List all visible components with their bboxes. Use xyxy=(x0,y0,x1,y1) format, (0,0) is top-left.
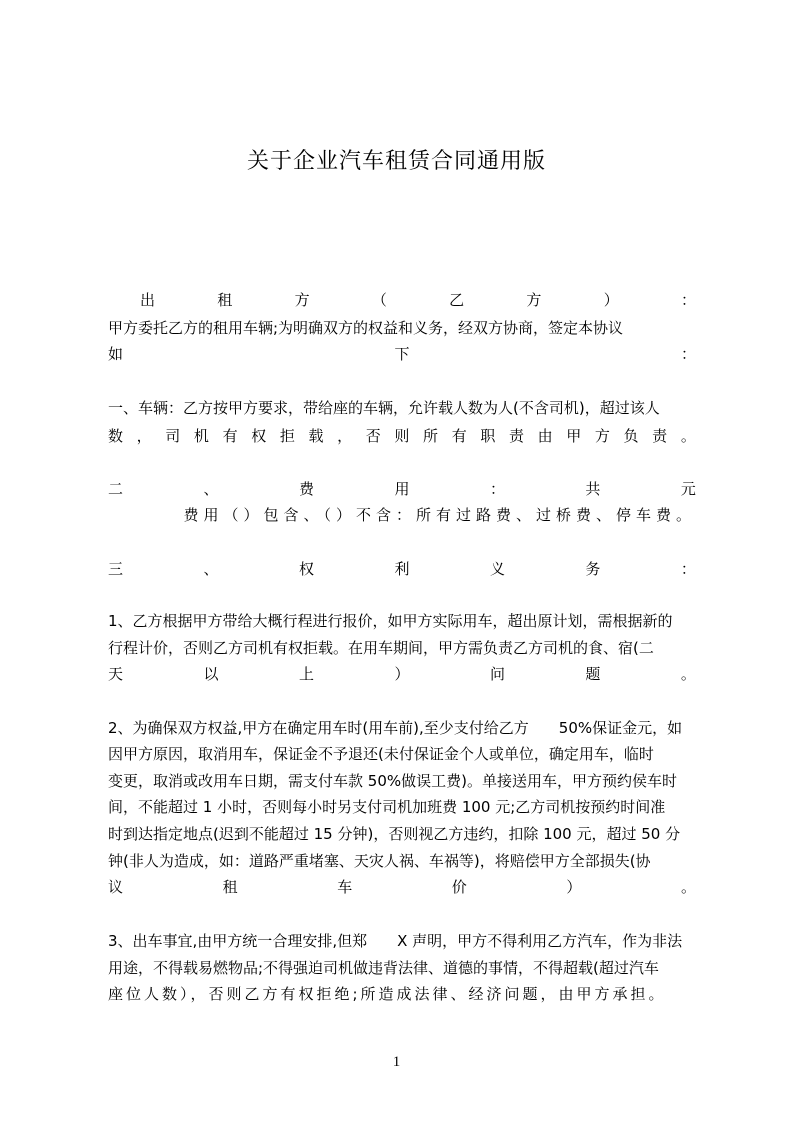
section-char: 、 xyxy=(203,480,219,498)
clause-char: 车 xyxy=(337,878,353,896)
lessor-char: 出 xyxy=(140,291,156,309)
clause-2-line: 时到达指定地点(迟到不能超过 15 分钟)，否则视乙方违约，扣除 100 元，超过 50 分 xyxy=(108,825,681,843)
section-char: 拒 xyxy=(279,427,295,445)
section-char: 、 xyxy=(203,560,219,578)
clause-char: 。 xyxy=(680,665,696,683)
preamble-char: ： xyxy=(680,345,696,363)
clause-2-line: 因甲方原因，取消用车，保证金不予退还(未付保证金个人或单位，确定用车，临时 xyxy=(108,745,654,763)
section-fee-line xyxy=(108,477,696,501)
section-char: 务 xyxy=(585,560,601,578)
section-char: 费 xyxy=(298,480,314,498)
clause-char: ） xyxy=(566,878,582,896)
clause-char: 上 xyxy=(298,665,314,683)
section-char: ： xyxy=(489,480,505,498)
lessor-char: 乙 xyxy=(449,291,465,309)
section-char: 三 xyxy=(108,560,124,578)
section-rights-heading xyxy=(108,557,696,581)
section-char: 责 xyxy=(508,427,524,445)
section-char: 甲 xyxy=(566,427,582,445)
section-char: 由 xyxy=(537,427,553,445)
clause-2-line: 钟(非人为造成，如：道路严重堵塞、天灾人祸、车祸等)，将赔偿甲方全部损失(协 xyxy=(108,852,651,870)
section-char: 用 xyxy=(394,480,410,498)
lessor-char: （ xyxy=(371,291,387,309)
clause-char: 问 xyxy=(489,665,505,683)
lessor-char: ） xyxy=(603,291,619,309)
section-char: 机 xyxy=(193,427,209,445)
section-vehicle-line xyxy=(108,424,696,448)
section-char: ： xyxy=(680,560,696,578)
clause-3-line: 3、出车事宜,由甲方统一合理安排,但郑 X 声明，甲方不得利用乙方汽车，作为非法 xyxy=(108,932,683,950)
section-char: 载 xyxy=(308,427,324,445)
clause-1-line: 1、乙方根据甲方带给大概行程进行报价，如甲方实际用车，超出原计划，需根据新的 xyxy=(108,612,673,630)
clause-1-line: 行程计价，否则乙方司机有权拒载。在用车期间，甲方需负责乙方司机的食、宿(二 xyxy=(108,639,654,657)
lessor-char: 租 xyxy=(217,291,233,309)
clause-2-line: 间，不能超过 1 小时，否则每小时另支付司机加班费 100 元;乙方司机按预约时间准 xyxy=(108,798,666,816)
section-char: 权 xyxy=(251,427,267,445)
section-char: 有 xyxy=(451,427,467,445)
section-char: 有 xyxy=(222,427,238,445)
section-char: 则 xyxy=(394,427,410,445)
section-char: 。 xyxy=(680,427,696,445)
lessor-line xyxy=(108,288,696,312)
document-title: 关于企业汽车租赁合同通用版 xyxy=(246,149,546,174)
page-number: 1 xyxy=(392,1054,401,1070)
preamble-char: 如 xyxy=(108,345,124,363)
section-char: ， xyxy=(136,427,152,445)
clause-char: ） xyxy=(394,665,410,683)
section-char: 共 xyxy=(585,480,601,498)
section-char: 数 xyxy=(108,427,124,445)
lessor-char: 方 xyxy=(526,291,542,309)
preamble-line xyxy=(108,342,696,366)
section-fee-line: 费用（）包含、（）不含：所有过路费、过桥费、停车费。 xyxy=(183,506,696,524)
clause-char: 题 xyxy=(585,665,601,683)
section-vehicle-line: 一、车辆：乙方按甲方要求，带给座的车辆，允许载人数为人(不含司机)，超过该人 xyxy=(108,399,660,417)
section-char: 二 xyxy=(108,480,124,498)
section-char: 司 xyxy=(165,427,181,445)
clause-3-line: 座位人数），否则乙方有权拒绝;所造成法律、经济问题，由甲方承担。 xyxy=(108,985,667,1003)
lessor-char: 方 xyxy=(294,291,310,309)
clause-2-line: 2、为确保双方权益,甲方在确定用车时(用车前),至少支付给乙方 50%保证金元，如 xyxy=(108,719,683,737)
clause-char: 租 xyxy=(222,878,238,896)
section-char: 权 xyxy=(298,560,314,578)
section-char: 方 xyxy=(594,427,610,445)
section-char: ， xyxy=(337,427,353,445)
clause-char: 价 xyxy=(451,878,467,896)
clause-3-line: 用途，不得载易燃物品;不得强迫司机做违背法律、道德的事情，不得超载(超过汽车 xyxy=(108,959,659,977)
clause-char: 议 xyxy=(108,878,124,896)
clause-char: 天 xyxy=(108,665,124,683)
section-char: 元 xyxy=(680,480,696,498)
section-char: 义 xyxy=(489,560,505,578)
preamble-char: 下 xyxy=(394,345,410,363)
section-char: 利 xyxy=(394,560,410,578)
clause-char: 。 xyxy=(680,878,696,896)
preamble-line: 甲方委托乙方的租用车辆;为明确双方的权益和义务，经双方协商，签定本协议 xyxy=(108,319,624,337)
clause-2-line: 变更，取消或改用车日期，需支付车款 50%做误工费)。单接送用车，甲方预约侯车时 xyxy=(108,772,677,790)
clause-2-line xyxy=(108,875,696,899)
section-char: 所 xyxy=(423,427,439,445)
section-char: 负 xyxy=(623,427,639,445)
section-char: 职 xyxy=(480,427,496,445)
section-char: 否 xyxy=(365,427,381,445)
clause-1-line xyxy=(108,662,696,686)
lessor-char: ： xyxy=(680,291,696,309)
section-char: 责 xyxy=(652,427,668,445)
clause-char: 以 xyxy=(203,665,219,683)
